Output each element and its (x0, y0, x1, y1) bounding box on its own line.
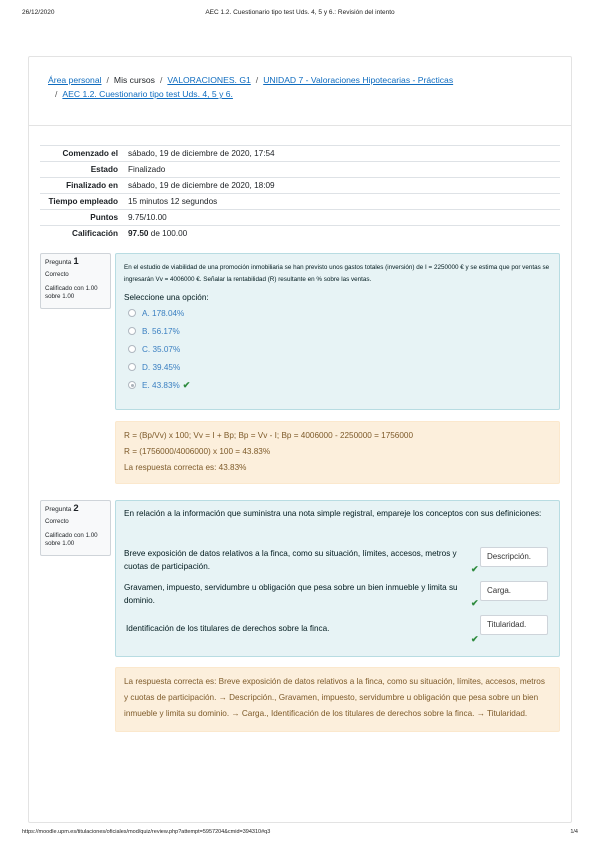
print-title: AEC 1.2. Cuestionario tipo test Uds. 4, 5 y 6.: Revisión del intento (205, 9, 395, 16)
match-1-check-icon: ✔ (471, 564, 479, 574)
match-stem-1: Breve exposición de datos relativos a la finca, como su situación, límites, accesos, metros y cuotas de participación. (124, 549, 457, 571)
header-divider (28, 125, 572, 126)
print-page-number: 1/4 (570, 829, 578, 835)
question-2-feedback (115, 667, 560, 732)
breadcrumb-courses: Mis cursos (113, 75, 155, 85)
match-stem-3: Identificación de los titulares de derechos sobre la finca. (126, 624, 330, 633)
question-2-state: Correcto (45, 518, 69, 525)
summary-row-finished: Finalizado en sábado, 19 de diciembre de 2020, 18:09 (40, 178, 560, 194)
summary-row-state: Estado Finalizado (40, 162, 560, 178)
question-1-grade: Calificado con 1.00 sobre 1.00 (45, 285, 98, 300)
question-1-options (116, 304, 559, 394)
question-1-state: Correcto (45, 271, 69, 278)
question-2-formulation (115, 500, 560, 657)
correct-check-icon: ✔ (182, 379, 191, 390)
match-row-1 (124, 547, 554, 577)
question-1-feedback (115, 421, 560, 484)
breadcrumb-quiz-link[interactable]: AEC 1.2. Cuestionario tipo test Uds. 4, 5 y 6. (62, 89, 233, 99)
option-c[interactable]: C. 35.07% (128, 340, 547, 358)
feedback-correct-answer: La respuesta correcta es: 43.83% (124, 463, 247, 472)
option-a[interactable]: A. 178.04% (128, 304, 547, 322)
radio-d[interactable] (128, 363, 136, 371)
breadcrumb-home-link[interactable]: Área personal (48, 75, 102, 85)
question-1-text: En el estudio de viabilidad de una promoción inmobiliaria se han previsto unos gastos totales (inversión) de I = 2250000 € y se estima que por ventas se ingresarán Vv = 4006000 €. Señalar la rentabilidad (R) resultante en % sobre las ventas. (124, 264, 550, 283)
option-e[interactable]: E. 43.83% ✔ (128, 376, 547, 394)
breadcrumb: Área personal / Mis cursos / VALORACIONES. G1 / UNIDAD 7 - Valoraciones Hipotecarias - Prácticas / AEC 1.2. Cuestionario tipo test Uds. 4, 5 y 6. (48, 75, 454, 99)
summary-row-grade: Calificación 97.50 de 100.00 (40, 226, 560, 242)
feedback-correct-answer-2: La respuesta correcta es: Breve exposición de datos relativos a la finca, como su situación, límites, accesos, metros y cuotas de participación. → Descripción., Gravamen, impuesto, servidumbre u obligación que pesa sobre un bien inmueble y limita su dominio. → Carga., Identificación de los titulares de derechos sobre la finca. → Titularidad. (124, 677, 545, 718)
attempt-summary-table (40, 145, 560, 241)
question-1-info: Pregunta 1 Correcto Calificado con 1.00 sobre 1.00 (40, 253, 111, 309)
breadcrumb-course-link[interactable]: VALORACIONES. G1 (167, 75, 251, 85)
summary-row-points: Puntos 9.75/10.00 (40, 210, 560, 226)
summary-row-started: Comenzado el sábado, 19 de diciembre de 2020, 17:54 (40, 146, 560, 162)
match-2-check-icon: ✔ (471, 598, 479, 608)
match-row-2 (124, 581, 554, 611)
radio-b[interactable] (128, 327, 136, 335)
match-select-1[interactable]: Descripción. (480, 547, 548, 567)
feedback-formula-2: R = (1756000/4006000) x 100 = 43.83% (124, 447, 271, 456)
print-url: https://moodle.upm.es/titulaciones/oficiales/mod/quiz/review.php?attempt=5957204&cmid=394310#q3 (22, 829, 271, 835)
match-select-3[interactable]: Titularidad. (480, 615, 548, 635)
question-1-formulation (115, 253, 560, 410)
breadcrumb-unit-link[interactable]: UNIDAD 7 - Valoraciones Hipotecarias - Prácticas (263, 75, 454, 85)
option-b[interactable]: B. 56.17% (128, 322, 547, 340)
question-1-prompt: Seleccione una opción: (124, 293, 209, 302)
radio-c[interactable] (128, 345, 136, 353)
summary-row-time: Tiempo empleado 15 minutos 12 segundos (40, 194, 560, 210)
match-select-2[interactable]: Carga. (480, 581, 548, 601)
question-2-info: Pregunta 2 Correcto Calificado con 1.00 sobre 1.00 (40, 500, 111, 556)
match-row-3 (124, 615, 554, 645)
option-d[interactable]: D. 39.45% (128, 358, 547, 376)
question-1-number: 1 (73, 256, 79, 267)
question-2-text: En relación a la información que suministra una nota simple registral, empareje los conceptos con sus definiciones: (124, 509, 542, 518)
question-2-grade: Calificado con 1.00 sobre 1.00 (45, 532, 98, 547)
print-header (0, 9, 600, 21)
question-2-number: 2 (73, 503, 79, 514)
match-3-check-icon: ✔ (471, 634, 479, 644)
radio-a[interactable] (128, 309, 136, 317)
print-date: 26/12/2020 (22, 9, 55, 16)
match-stem-2: Gravamen, impuesto, servidumbre u obligación que pesa sobre un bien inmueble y limita su dominio. (124, 583, 458, 605)
grade-suffix: de 100.00 (150, 229, 188, 238)
grade-value: 97.50 (128, 229, 149, 238)
feedback-formula-1: R = (Bp/Vv) x 100; Vv = I + Bp; Bp = Vv - I; Bp = 4006000 - 2250000 = 1756000 (124, 431, 414, 440)
radio-e-selected[interactable] (128, 381, 136, 389)
